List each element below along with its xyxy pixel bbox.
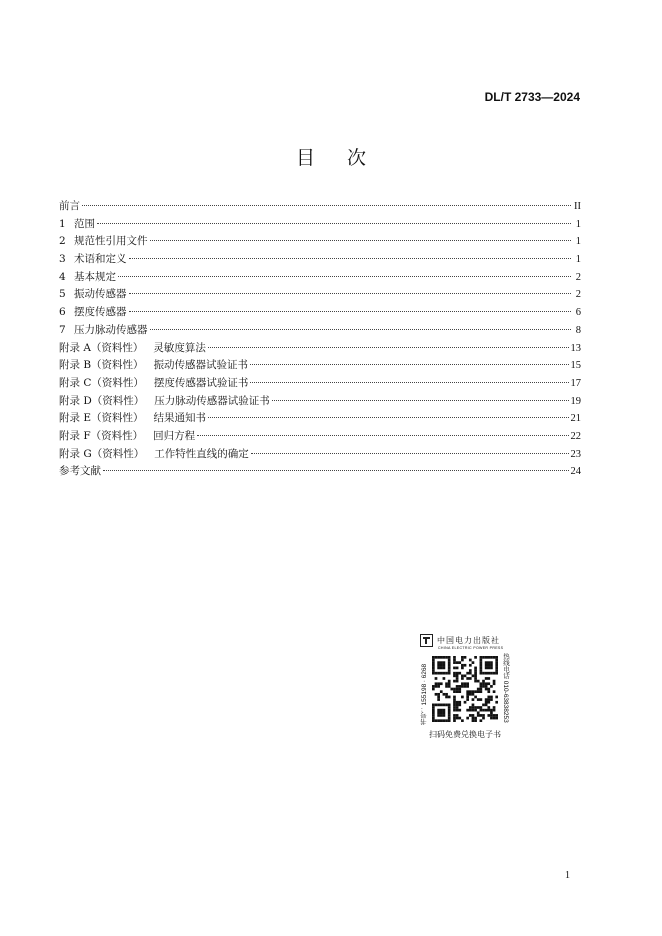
- toc-entry-text: 附录 B（资料性）: [59, 359, 144, 372]
- toc-entry-label: [59, 446, 249, 464]
- toc-leader-dots: [251, 453, 569, 454]
- toc-entry-text: 基本规定: [74, 270, 116, 283]
- qr-caption: 扫码免费兑换电子书: [429, 730, 501, 739]
- toc-entry-label: [59, 463, 101, 481]
- toc-entry[interactable]: [59, 357, 581, 375]
- toc-entry-subtitle: 振动传感器试验证书: [153, 359, 249, 372]
- publisher-logo-icon: [420, 634, 433, 647]
- toc-entry-subtitle: 结果通知书: [153, 412, 207, 425]
- toc-entry-label: [59, 375, 248, 393]
- toc-entry-page: 23: [570, 448, 581, 460]
- table-of-contents: [59, 198, 581, 481]
- book-number: 书号：155198 ∙ 6268: [421, 663, 428, 725]
- toc-entry-subtitle: 摆度传感器试验证书: [153, 376, 249, 389]
- toc-entry-label: [59, 428, 195, 446]
- toc-entry-number: 1: [59, 217, 66, 230]
- toc-entry-label: [59, 286, 127, 304]
- toc-leader-dots: [272, 400, 569, 401]
- toc-entry-label: [59, 233, 148, 251]
- toc-leader-dots: [197, 435, 568, 436]
- toc-entry-label: [59, 322, 148, 340]
- standard-code: DL/T 2733—2024: [484, 90, 580, 104]
- toc-entry-text: 附录 C（资料性）: [59, 376, 144, 389]
- toc-entry-number: 7: [59, 323, 66, 336]
- page-title: 目次: [295, 147, 398, 169]
- toc-entry-text: 附录 A（资料性）: [59, 341, 144, 354]
- toc-leader-dots: [208, 417, 568, 418]
- toc-entry-label: [59, 410, 206, 428]
- toc-entry-text: 附录 D（资料性）: [59, 394, 145, 407]
- toc-entry[interactable]: [59, 304, 581, 322]
- toc-leader-dots: [129, 311, 572, 312]
- publisher-name-en: CHINA ELECTRIC POWER PRESS: [438, 646, 504, 650]
- toc-entry[interactable]: [59, 428, 581, 446]
- toc-entry[interactable]: [59, 463, 581, 481]
- toc-entry-label: [59, 198, 80, 216]
- toc-entry[interactable]: [59, 410, 581, 428]
- toc-entry[interactable]: [59, 269, 581, 287]
- toc-entry-page: 2: [575, 289, 581, 301]
- toc-entry-page: 1: [575, 254, 581, 266]
- toc-entry-text: 压力脉动传感器: [74, 323, 148, 336]
- toc-entry-label: [59, 393, 270, 411]
- toc-entry-text: 附录 F（资料性）: [59, 429, 144, 442]
- toc-entry-label: [59, 269, 116, 287]
- toc-entry-label: [59, 251, 127, 269]
- toc-entry-page: 17: [570, 377, 581, 389]
- toc-entry-text: 附录 E（资料性）: [59, 412, 144, 425]
- toc-entry-text: 摆度传感器: [74, 306, 127, 319]
- hotline-number: 热线电话 010-63838253: [502, 653, 509, 723]
- toc-entry-page: II: [574, 201, 581, 212]
- toc-leader-dots: [118, 276, 571, 277]
- publisher-name: 中国电力出版社: [437, 635, 500, 645]
- qr-code-icon[interactable]: [432, 656, 498, 722]
- toc-entry-number: 5: [59, 288, 66, 301]
- toc-entry[interactable]: [59, 340, 581, 358]
- toc-leader-dots: [97, 223, 571, 224]
- toc-entry-text: 术语和定义: [74, 253, 127, 266]
- toc-entry-subtitle: 回归方程: [153, 429, 196, 442]
- toc-entry-label: [59, 340, 206, 358]
- toc-entry-page: 21: [570, 413, 581, 425]
- toc-entry-page: 8: [575, 324, 581, 336]
- toc-entry-text: 参考文献: [59, 465, 101, 478]
- toc-entry[interactable]: [59, 251, 581, 269]
- toc-entry[interactable]: [59, 393, 581, 411]
- toc-leader-dots: [103, 470, 569, 471]
- toc-leader-dots: [208, 347, 569, 348]
- toc-leader-dots: [82, 205, 571, 206]
- toc-entry-number: 2: [59, 235, 66, 248]
- toc-entry-label: [59, 216, 95, 234]
- toc-entry-text: 范围: [74, 217, 95, 230]
- toc-entry[interactable]: [59, 375, 581, 393]
- toc-entry-page: 6: [575, 307, 581, 319]
- toc-entry-text: 附录 G（资料性）: [59, 447, 145, 460]
- toc-entry-number: 6: [59, 306, 66, 319]
- toc-entry-page: 19: [570, 395, 581, 407]
- toc-entry-subtitle: 压力脉动传感器试验证书: [154, 394, 270, 407]
- toc-leader-dots: [250, 364, 568, 365]
- toc-leader-dots: [129, 293, 572, 294]
- toc-entry-page: 2: [575, 271, 581, 283]
- toc-entry-subtitle: 灵敏度算法: [153, 341, 206, 354]
- toc-entry[interactable]: [59, 446, 581, 464]
- toc-entry-label: [59, 357, 248, 375]
- page-number: 1: [565, 870, 570, 881]
- toc-leader-dots: [150, 240, 572, 241]
- toc-leader-dots: [129, 258, 572, 259]
- toc-entry-page: 22: [570, 430, 581, 442]
- toc-entry[interactable]: [59, 286, 581, 304]
- toc-entry-page: 1: [575, 218, 581, 230]
- toc-entry-page: 15: [570, 360, 581, 372]
- qr-block: [420, 630, 520, 740]
- toc-leader-dots: [250, 382, 568, 383]
- toc-entry-page: 24: [570, 466, 581, 478]
- toc-entry-text: 前言: [59, 200, 80, 212]
- toc-entry-page: 1: [575, 236, 581, 248]
- toc-entry-page: 13: [570, 342, 581, 354]
- toc-entry-label: [59, 304, 127, 322]
- toc-entry[interactable]: [59, 198, 581, 216]
- toc-entry[interactable]: [59, 216, 581, 234]
- toc-entry-number: 4: [59, 270, 66, 283]
- toc-entry[interactable]: [59, 322, 581, 340]
- toc-entry-text: 振动传感器: [74, 288, 127, 301]
- toc-entry-subtitle: 工作特性直线的确定: [154, 447, 249, 460]
- toc-entry-text: 规范性引用文件: [74, 235, 148, 248]
- toc-entry[interactable]: [59, 233, 581, 251]
- toc-leader-dots: [150, 329, 572, 330]
- toc-entry-number: 3: [59, 253, 66, 266]
